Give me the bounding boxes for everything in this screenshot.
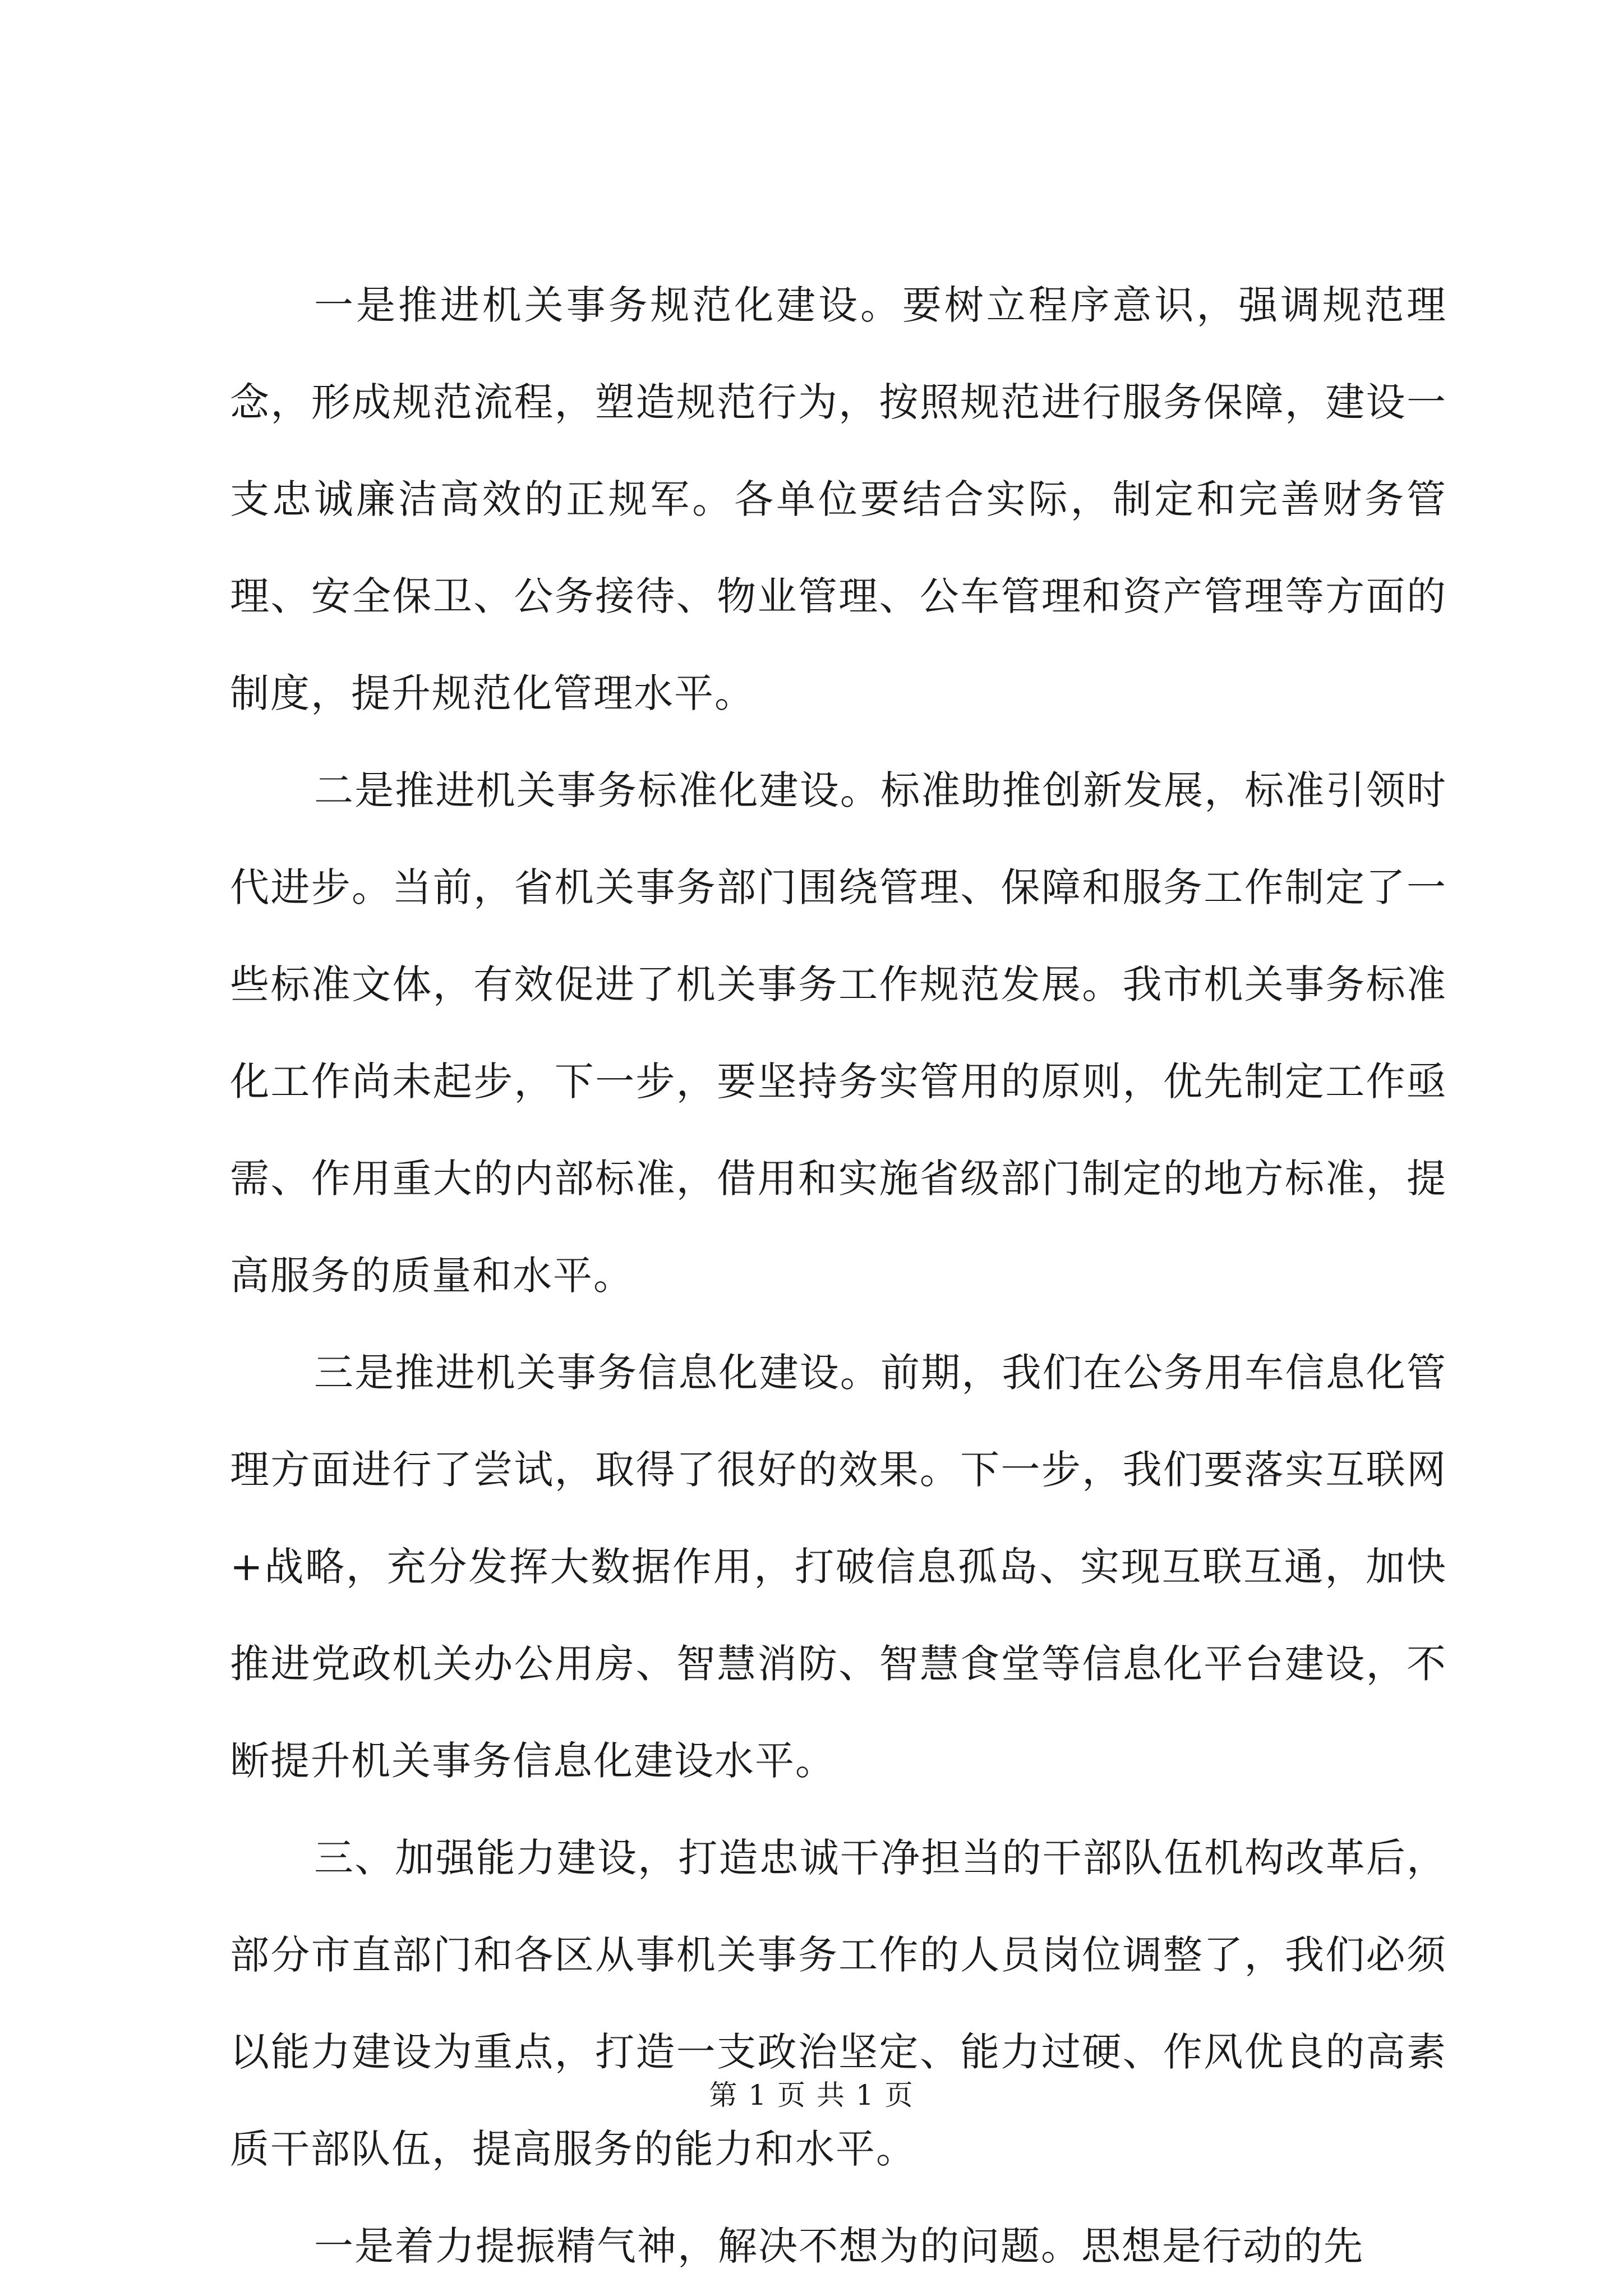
- paragraph-morale: 一是着力提振精气神，解决不想为的问题。思想是行动的先: [314, 2223, 1364, 2269]
- paragraph-standardization-standards: 二是推进机关事务标准化建设。标准助推创新发展，标准引领时代进步。当前，省机关事务部门围绕管理、保障和服务工作制定了一些标准文体，有效促进了机关事务工作规范发展。我市机关事务标准化工作尚未起步，下一步，要坚持务实管用的原则，优先制定工作亟需、作用重大的内部标准，借用和实施省级部门制定的地方标准，提高服务的质量和水平。: [230, 767, 1447, 1299]
- paragraph-capacity-building: 三、加强能力建设，打造忠诚干净担当的干部队伍机构改革后，部分市直部门和各区从事机关事务工作的人员岗位调整了，我们必须以能力建设为重点，打造一支政治坚定、能力过硬、作风优良的高素质干部队伍，提高服务的能力和水平。: [230, 1835, 1447, 2172]
- paragraph-informatization: 三是推进机关事务信息化建设。前期，我们在公务用车信息化管理方面进行了尝试，取得了很好的效果。下一步，我们要落实互联网+战略，充分发挥大数据作用，打破信息孤岛、实现互联互通，加快推进党政机关办公用房、智慧消防、智慧食堂等信息化平台建设，不断提升机关事务信息化建设水平。: [230, 1350, 1447, 1784]
- document-body: [230, 257, 1447, 2295]
- paragraph-standardization-norms: 一是推进机关事务规范化建设。要树立程序意识，强调规范理念，形成规范流程，塑造规范行为，按照规范进行服务保障，建设一支忠诚廉洁高效的正规军。各单位要结合实际，制定和完善财务管理、安全保卫、公务接待、物业管理、公车管理和资产管理等方面的制度，提升规范化管理水平。: [230, 282, 1447, 716]
- page-number-footer: 第 1 页 共 1 页: [709, 2079, 914, 2111]
